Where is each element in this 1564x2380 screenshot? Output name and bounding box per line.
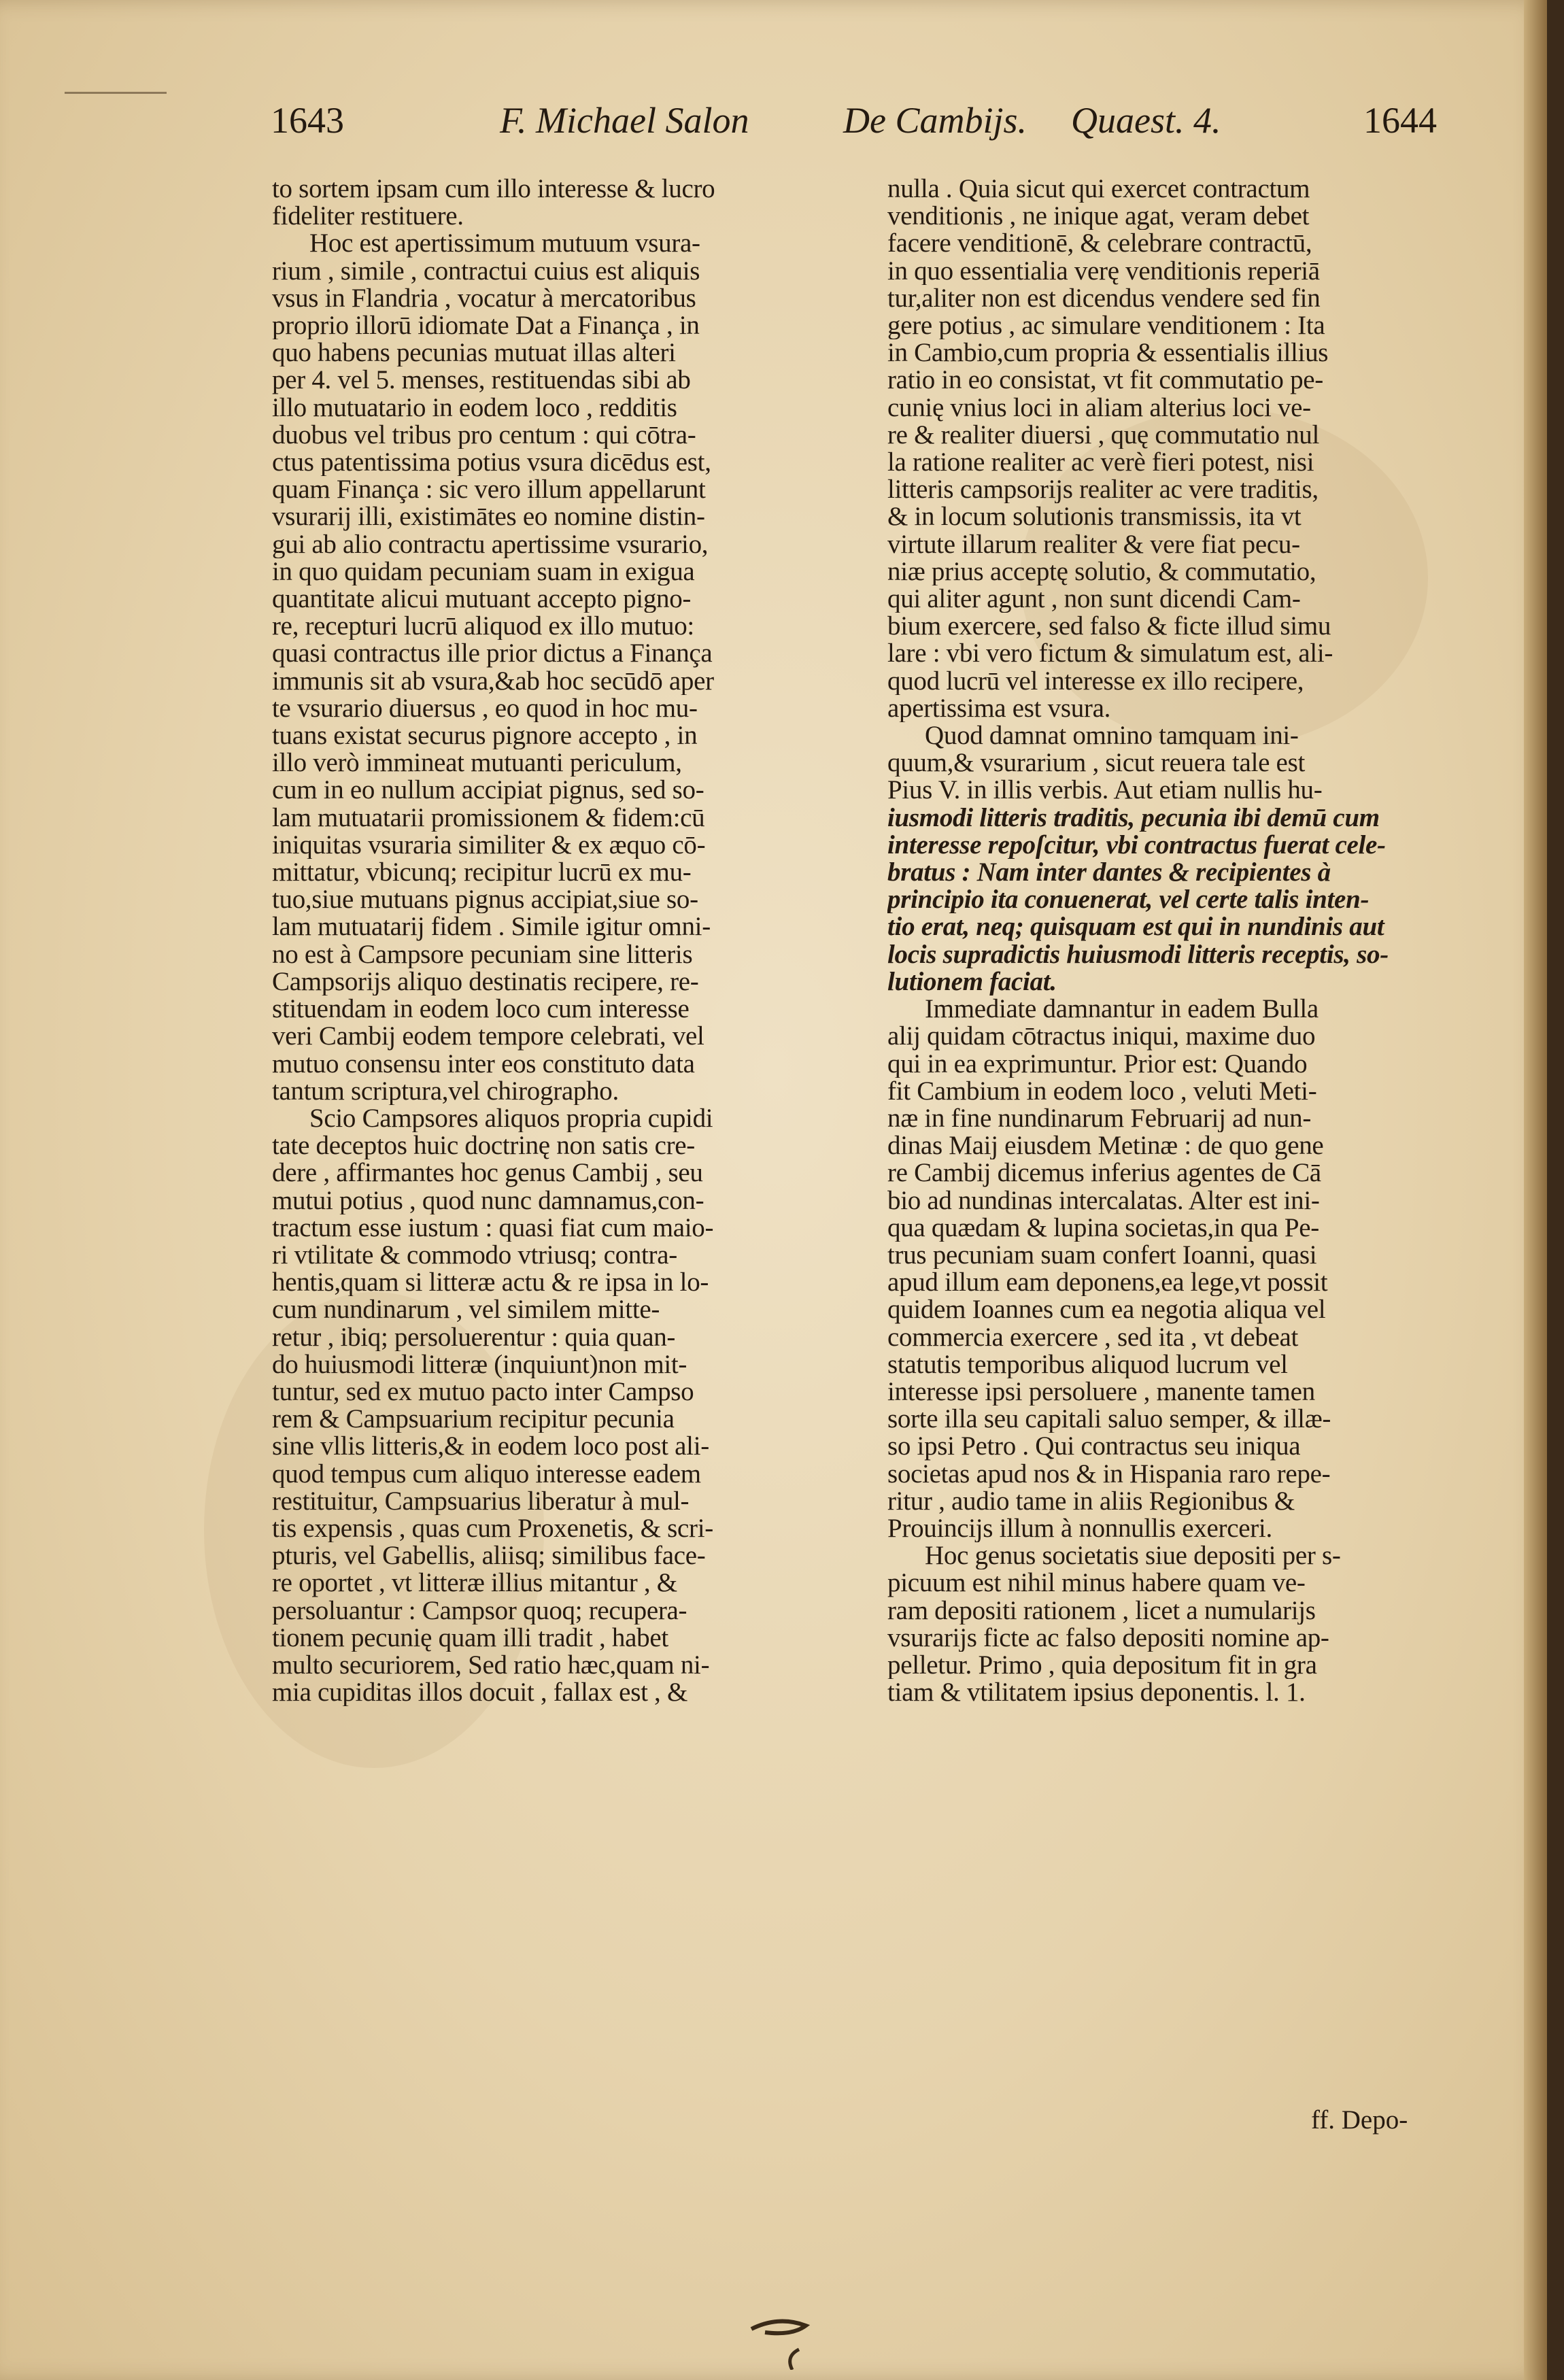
right-text-column <box>887 175 1446 1706</box>
text-line: lam mutuatarij fidem . Simile igitur omni- <box>272 913 711 941</box>
left-text-column <box>272 175 824 1706</box>
text-line: tractum esse iustum : quasi fiat cum maio- <box>272 1214 714 1242</box>
text-line: Quod damnat omnino tamquam ini- <box>925 722 1299 750</box>
text-line: mittatur, vbicunq; recipitur lucrū ex mu- <box>272 859 692 887</box>
text-line: Prouincijs illum à nonnullis exerceri. <box>887 1514 1272 1543</box>
text-line: litteris campsorijs realiter ac vere traditis, <box>887 476 1319 504</box>
text-line: iusmodi litteris traditis, pecunia ibi demū cum <box>887 804 1380 832</box>
text-line: societas apud nos & in Hispania raro repe- <box>887 1460 1331 1488</box>
text-line: la ratione realiter ac verè fieri potest, nisi <box>887 449 1314 477</box>
text-line: proprio illorū idiomate Dat a Finança , in <box>272 312 700 340</box>
text-line: mutuo consensu inter eos constituto data <box>272 1050 695 1078</box>
text-line: facere venditionē, & celebrare contractū, <box>887 230 1312 258</box>
text-line: stituendam in eodem loco cum interesse <box>272 996 690 1023</box>
text-line: per 4. vel 5. menses, restituendas sibi ab <box>272 367 691 394</box>
text-line: trus pecuniam suam confert Ioanni, quasi <box>887 1241 1317 1270</box>
text-line: cum nundinarum , vel similem mitte- <box>272 1296 660 1324</box>
text-line: re oportet , vt litteræ illius mitantur , & <box>272 1569 677 1597</box>
text-line: næ in fine nundinarum Februarij ad nun- <box>887 1104 1312 1133</box>
text-line: nulla . Quia sicut qui exercet contractum <box>887 175 1310 203</box>
right-page-number: 1644 <box>1363 100 1437 141</box>
text-line: cum in eo nullum accipiat pignus, sed so- <box>272 777 704 804</box>
text-line: interesse ipsi persoluere , manente tamen <box>887 1378 1315 1406</box>
text-line: so ipsi Petro . Qui contractus seu iniqua <box>887 1433 1301 1461</box>
text-line: dere , affirmantes hoc genus Cambij , seu <box>272 1159 703 1187</box>
text-line: qua quædam & lupina societas,in qua Pe- <box>887 1214 1319 1242</box>
text-line: tuntur, sed ex mutuo pacto inter Campso <box>272 1378 694 1406</box>
text-line: tuans existat securus pignore accepto , in <box>272 722 698 750</box>
text-line: tate deceptos huic doctrinę non satis cre- <box>272 1132 695 1160</box>
text-line: ram depositi rationem , licet a numularijs <box>887 1597 1316 1625</box>
text-line: do huiusmodi litteræ (inquiunt)non mit- <box>272 1350 687 1378</box>
text-line: vsus in Flandria , vocatur à mercatoribus <box>272 284 696 313</box>
ink-mark <box>65 92 167 101</box>
text-line: bium exercere, sed falso & ficte illud simu <box>887 613 1331 641</box>
text-line: quod lucrū vel interesse ex illo recipere, <box>887 667 1304 695</box>
text-line: dinas Maij eiusdem Metinæ : de quo gene <box>887 1132 1324 1160</box>
text-line: statutis temporibus aliquod lucrum vel <box>887 1350 1288 1378</box>
text-line: quum,& vsurarium , sicut reuera tale est <box>887 749 1305 777</box>
text-line: quasi contractus ille prior dictus a Finança <box>272 640 713 668</box>
text-line: illo verò immineat mutuanti periculum, <box>272 749 682 777</box>
left-page-number: 1643 <box>271 100 344 141</box>
text-line: sorte illa seu capitali saluo semper, & illæ- <box>887 1406 1331 1433</box>
running-head-question: Quaest. 4. <box>1071 100 1221 141</box>
running-head-author: F. Michael Salon <box>500 100 749 141</box>
text-line: multo securiorem, Sed ratio hæc,quam ni- <box>272 1651 710 1680</box>
text-line: ratio in eo consistat, vt fit commutatio pe- <box>887 367 1323 394</box>
text-line: mia cupiditas illos docuit , fallax est , & <box>272 1679 687 1707</box>
text-line: ritur , audio tame in aliis Regionibus & <box>887 1487 1295 1515</box>
text-line: tionem pecunię quam illi tradit , habet <box>272 1624 668 1652</box>
text-line: re, recepturi lucrū aliquod ex illo mutuo: <box>272 613 694 641</box>
text-line: ctus patentissima potius vsura dicēdus est, <box>272 449 711 477</box>
text-line: Immediate damnantur in eadem Bulla <box>925 996 1319 1023</box>
text-line: quantitate alicui mutuant accepto pigno- <box>272 585 692 613</box>
text-line: principio ita conuenerat, vel certe talis inten- <box>887 886 1370 914</box>
text-line: interesse repoſcitur, vbi contractus fuerat cele- <box>887 831 1386 860</box>
text-line: gere potius , ac simulare venditionem : Ita <box>887 312 1325 340</box>
text-line: fideliter restituere. <box>272 203 464 231</box>
text-line: Hoc genus societatis siue depositi per s- <box>925 1542 1341 1570</box>
text-line: mutui potius , quod nunc damnamus,con- <box>272 1187 704 1214</box>
text-line: retur , ibiq; persoluerentur : quia quan- <box>272 1323 676 1351</box>
ink-flourish-icon <box>738 2302 847 2370</box>
catchword: ff. Depo- <box>1311 2105 1408 2135</box>
text-line: Hoc est apertissimum mutuum vsura- <box>309 230 700 258</box>
text-line: in quo quidam pecuniam suam in exigua <box>272 558 695 586</box>
text-line: Campsorijs aliquo destinatis recipere, re- <box>272 968 699 996</box>
text-line: lam mutuatarii promissionem & fidem:cū <box>272 804 705 832</box>
text-line: Scio Campsores aliquos propria cupidi <box>309 1104 713 1133</box>
text-line: immunis sit ab vsura,&ab hoc secūdō aper <box>272 667 714 695</box>
text-line: rem & Campsuarium recipitur pecunia <box>272 1406 675 1433</box>
text-line: tis expensis , quas cum Proxenetis, & scri- <box>272 1514 713 1543</box>
text-line: niæ prius acceptę solutio, & commutatio, <box>887 558 1316 586</box>
text-line: re Cambij dicemus inferius agentes de Cā <box>887 1159 1321 1187</box>
text-line: tantum scriptura,vel chirographo. <box>272 1077 619 1105</box>
text-line: tio erat, neq; quisquam est qui in nundinis aut <box>887 913 1384 941</box>
text-line: sine vllis litteris,& in eodem loco post ali- <box>272 1433 709 1461</box>
text-line: duobus vel tribus pro centum : qui cōtra- <box>272 421 696 449</box>
text-line: quo habens pecunias mutuat illas alteri <box>272 339 676 367</box>
text-line: lutionem faciat. <box>887 968 1057 996</box>
text-line: commercia exercere , sed ita , vt debeat <box>887 1323 1299 1351</box>
text-line: lare : vbi vero fictum & simulatum est, ali- <box>887 640 1333 668</box>
text-line: picuum est nihil minus habere quam ve- <box>887 1569 1306 1597</box>
text-line: illo mutuatario in eodem loco , redditis <box>272 394 677 422</box>
text-line: quod tempus cum aliquo interesse eadem <box>272 1460 701 1488</box>
text-line: in Cambio,cum propria & essentialis illius <box>887 339 1329 367</box>
text-line: apertissima est vsura. <box>887 694 1111 723</box>
text-line: in quo essentialia verę venditionis reperiā <box>887 257 1320 285</box>
text-line: te vsurario diuersus , eo quod in hoc mu- <box>272 694 698 723</box>
text-line: fit Cambium in eodem loco , veluti Meti- <box>887 1077 1317 1105</box>
text-line: venditionis , ne inique agat, veram debet <box>887 203 1310 231</box>
text-line: & in locum solutionis transmissis, ita vt <box>887 503 1302 531</box>
text-line: restituitur, Campsuarius liberatur à mul- <box>272 1487 690 1515</box>
text-line: pelletur. Primo , quia depositum fit in gra <box>887 1651 1317 1680</box>
text-line: tiam & vtilitatem ipsius deponentis. l. 1. <box>887 1679 1306 1707</box>
text-line: apud illum eam deponens,ea lege,vt possit <box>887 1269 1328 1297</box>
text-line: no est à Campsore pecuniam sine litteris <box>272 940 693 968</box>
text-line: gui ab alio contractu apertissime vsurario, <box>272 530 709 558</box>
text-line: tuo,siue mutuans pignus accipiat,siue so- <box>272 886 698 914</box>
text-line: qui in ea exprimuntur. Prior est: Quando <box>887 1050 1308 1078</box>
text-line: pturis, vel Gabellis, aliisq; similibus face- <box>272 1542 706 1570</box>
text-line: cunię vnius loci in aliam alterius loci ve- <box>887 394 1311 422</box>
text-line: persoluantur : Campsor quoq; recupera- <box>272 1597 687 1625</box>
text-line: vsurarijs ficte ac falso depositi nomine ap- <box>887 1624 1329 1652</box>
text-line: vsurarij illi, existimātes eo nomine distin- <box>272 503 705 531</box>
text-line: ri vtilitate & commodo vtriusq; contra- <box>272 1241 677 1270</box>
text-line: iniquitas vsuraria similiter & ex æquo cō- <box>272 831 706 860</box>
text-line: locis supradictis huiusmodi litteris receptis, so- <box>887 940 1389 968</box>
text-line: qui aliter agunt , non sunt dicendi Cam- <box>887 585 1301 613</box>
book-spine <box>1524 0 1547 2380</box>
text-line: bratus : Nam inter dantes & recipientes à <box>887 859 1331 887</box>
text-line: alij quidam cōtractus iniqui, maxime duo <box>887 1023 1316 1051</box>
text-line: to sortem ipsam cum illo interesse & lucro <box>272 175 715 203</box>
running-head-title: De Cambijs. <box>843 100 1027 141</box>
text-line: quidem Ioannes cum ea negotia aliqua vel <box>887 1296 1326 1324</box>
text-line: quam Finança : sic vero illum appellarunt <box>272 476 706 504</box>
text-line: hentis,quam si litteræ actu & re ipsa in lo- <box>272 1269 709 1297</box>
text-line: virtute illarum realiter & vere fiat pecu- <box>887 530 1300 558</box>
text-line: bio ad nundinas intercalatas. Alter est ini- <box>887 1187 1320 1214</box>
text-line: Pius V. in illis verbis. Aut etiam nullis hu- <box>887 777 1323 804</box>
text-line: veri Cambij eodem tempore celebrati, vel <box>272 1023 704 1051</box>
text-line: re & realiter diuersi , quę commutatio nul <box>887 421 1320 449</box>
text-line: tur,aliter non est dicendus vendere sed fin <box>887 284 1321 313</box>
text-line: rium , simile , contractui cuius est aliquis <box>272 257 700 285</box>
